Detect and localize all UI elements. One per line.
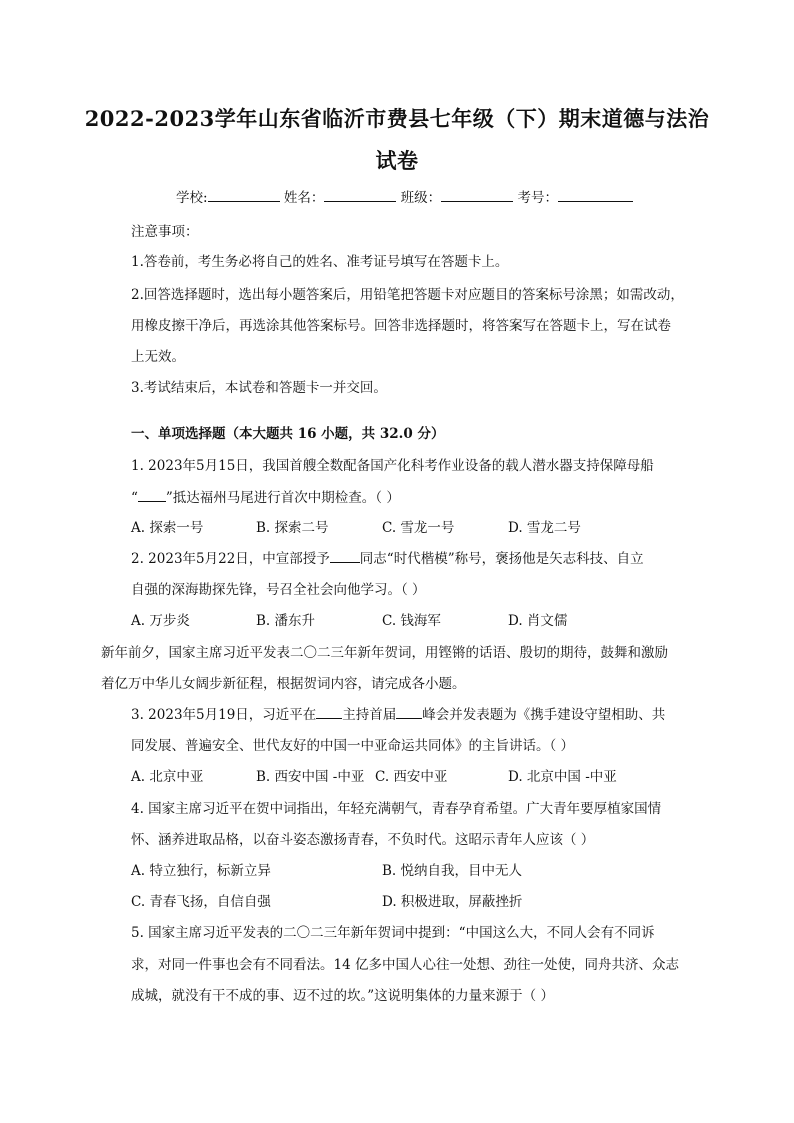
question-3-option-c[interactable]: C. 西安中亚 (375, 769, 448, 785)
class-label: 班级： (400, 190, 442, 206)
material-line1: 新年前夕，国家主席习近平发表二〇二三年新年贺词，用铿锵的话语、殷切的期待，鼓舞和激励 (101, 645, 668, 661)
name-blank[interactable] (324, 188, 396, 202)
section-heading-single-choice: 一、单项选择题（本大题共 16 小题，共 32.0 分） (131, 426, 445, 442)
question-3-text-b: 主持首届 (342, 707, 397, 723)
question-1-blank (138, 489, 166, 502)
material-line2: 着亿万中华儿女阔步新征程，根据贺词内容，请完成各小题。 (101, 676, 466, 692)
question-3-text-a: 3. 2023年5月19日，习近平在 (131, 707, 317, 723)
exam-number-label: 考号： (517, 190, 558, 206)
question-1-option-a[interactable]: A. 探索一号 (131, 520, 204, 536)
question-1-line2 (131, 486, 400, 506)
name-label: 姓名： (283, 190, 325, 206)
question-1-option-b[interactable]: B. 探索二号 (256, 520, 329, 536)
question-2-text-start: 2. 2023年5月22日，中宣部授予 (131, 551, 330, 567)
question-4-option-a[interactable]: A. 特立独行，标新立异 (131, 863, 271, 879)
question-1-line1: 1. 2023年5月15日，我国首艘全数配备国产化科考作业设备的载人潜水器支持保障母船 (131, 458, 654, 474)
school-label: 学校: (176, 190, 208, 206)
school-blank[interactable] (208, 188, 280, 202)
question-1-quote-open: “ (131, 490, 138, 506)
question-3-option-d[interactable]: D. 北京中国 -中亚 (508, 769, 617, 785)
question-3-option-b[interactable]: B. 西安中国 -中亚 (256, 769, 365, 785)
question-4-option-b[interactable]: B. 悦纳自我，目中无人 (382, 863, 523, 879)
question-3-blank-2 (396, 706, 422, 719)
question-2-option-b[interactable]: B. 潘东升 (256, 613, 316, 629)
student-info-row (176, 186, 633, 206)
question-1-option-d[interactable]: D. 雪龙二号 (508, 520, 581, 536)
exam-title-line1: 2022-2023学年山东省临沂市费县七年级（下）期末道德与法治 (84, 106, 710, 131)
question-2-option-a[interactable]: A. 万步炎 (131, 613, 190, 629)
notice-item-2-line1: 2.回答选择题时，选出每小题答案后，用铅笔把答题卡对应题目的答案标号涂黑；如需改动， (131, 287, 684, 303)
question-4-line2: 怀、涵养进取品格，以奋斗姿态激扬青春，不负时代。这昭示青年人应该（ ） (131, 832, 595, 848)
question-2-option-d[interactable]: D. 肖文儒 (508, 613, 568, 629)
question-4-line1: 4. 国家主席习近平在贺中词指出，年轻充满朝气，青春孕育希望。广大青年要厚植家国情 (131, 801, 662, 817)
exam-number-blank[interactable] (558, 188, 633, 202)
question-4-option-c[interactable]: C. 青春飞扬，自信自强 (131, 894, 271, 910)
notice-item-3: 3.考试结束后，本试卷和答题卡一并交回。 (131, 380, 387, 396)
question-3-option-a[interactable]: A. 北京中亚 (131, 769, 204, 785)
exam-title-line2: 试卷 (375, 148, 419, 173)
question-1-text: ”抵达福州马尾进行首次中期检查。（ ） (165, 490, 400, 506)
notice-heading: 注意事项： (131, 224, 199, 240)
question-2-line2: 自强的深海勘探先锋，号召全社会向他学习。（ ） (131, 582, 426, 598)
question-5-line2: 求，对同一件事也会有不同看法。14 亿多中国人心往一处想、劲往一处使，同舟共济、众志 (131, 957, 679, 973)
question-2-text-end: 同志“时代楷模”称号，褒扬他是矢志科技、自立 (359, 551, 644, 567)
question-2-blank (330, 550, 360, 563)
question-4-option-d[interactable]: D. 积极进取，屏蔽挫折 (382, 894, 523, 910)
question-3-blank-1 (316, 706, 342, 719)
question-3-text-c: 峰会并发表题为《携手建设守望相助、共 (422, 707, 666, 723)
notice-item-2-line2: 用橡皮擦干净后，再选涂其他答案标号。回答非选择题时，将答案写在答题卡上，写在试卷 (131, 318, 671, 334)
question-5-line3: 成城，就没有干不成的事、迈不过的坎。”这说明集体的力量来源于（ ） (131, 988, 554, 1004)
question-5-line1: 5. 国家主席习近平发表的二〇二三年新年贺词中提到：“中国这么大，不同人会有不同诉 (131, 925, 655, 941)
question-3-line2: 同发展、普遍安全、世代友好的中国一中亚命运共同体》的主旨讲话。（ ） (131, 738, 575, 754)
class-blank[interactable] (441, 188, 513, 202)
notice-item-1: 1.答卷前，考生务必将自己的姓名、准考证号填写在答题卡上。 (131, 254, 509, 270)
notice-item-2-line3: 上无效。 (131, 349, 185, 365)
question-3-line1 (131, 703, 665, 723)
question-2-option-c[interactable]: C. 钱海军 (382, 613, 441, 629)
question-1-option-c[interactable]: C. 雪龙一号 (382, 520, 455, 536)
question-2-line1 (131, 547, 644, 567)
